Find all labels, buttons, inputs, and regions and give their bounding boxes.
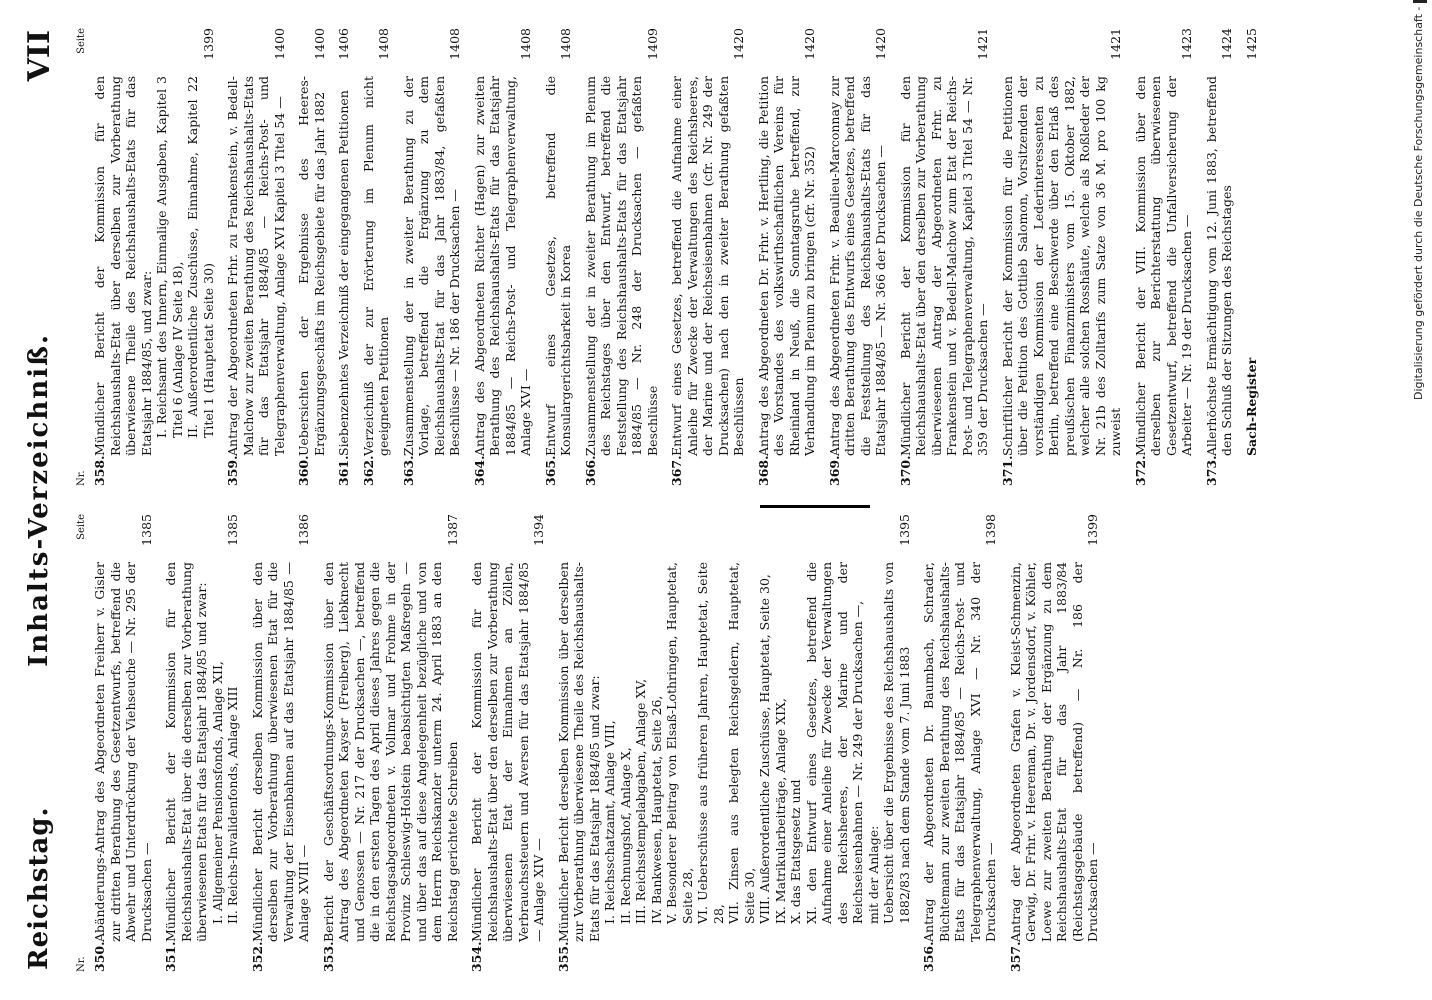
entry-page: 1399 <box>200 28 216 60</box>
register-label: Sach-Register <box>1243 357 1259 456</box>
entry-number: 373. <box>1203 455 1219 486</box>
entry-page: 1386 <box>296 514 311 546</box>
entry-text: Mündlicher Bericht derselben Kommission über den derselben zur Vorberathung überwiesenen Etat für die Verwaltung der Eisenbahnen auf das Etatsjahr 1884/85 — Anlage XVIII — <box>249 562 311 942</box>
column-head <box>74 28 92 486</box>
entry-number: 358. <box>92 455 107 486</box>
entry-page: 1385 <box>138 514 154 546</box>
entry-number: 362. <box>360 455 376 486</box>
entry-page: 1400 <box>271 28 287 60</box>
nr-label: Nr. <box>76 470 87 486</box>
entry-subitem: III. Reichsstempelabgaben, Anlage XV, <box>633 678 648 924</box>
entry-page: 1423 <box>1179 28 1194 60</box>
entry-subitem: IV. Bankwesen, Hauptetat, Seite 26, <box>648 695 664 924</box>
toc-entry <box>1000 28 1124 486</box>
entry-number: 366. <box>582 455 598 486</box>
digitization-note-text <box>1405 0 1432 400</box>
seite-label: Seite <box>76 514 87 540</box>
entry-page: 1424 <box>1219 28 1234 60</box>
entry-page: 1399 <box>1085 514 1100 546</box>
page-number: VII <box>22 30 57 82</box>
header-left: Reichstag. <box>24 806 54 970</box>
entry-subitem: VI. Ueberschüsse aus früheren Jahren, Hauptetat, Seite 28, <box>695 562 726 924</box>
column-head <box>74 514 92 972</box>
toc-entry <box>361 28 392 486</box>
toc-entry <box>921 514 999 972</box>
entry-text: Allerhöchste Ermächtigung vom 12. Juni 1883, betreffend den Schluß der Sitzungen des Reichstages <box>1203 76 1234 456</box>
digitization-note <box>1405 0 1432 1000</box>
entry-subitem: I. Allgemeiner Pensionsfonds, Anlage XII, <box>209 661 225 924</box>
entry-text: Mündlicher Bericht der VIII. Kommission über den derselben zur Berichterstattung überwiesenen Gesetzentwurf, betreffend die Unfallversicherung der Arbeiter — Nr. 19 der Drucksachen — <box>1132 76 1194 456</box>
entry-text: Antrag des Abgeordneten Dr. Frhr. v. Hertling, die Petition des Vorstandes des volkswirthschaftlichen Vereins für Rheinland in Neuß, die Sonntagsruhe betreffend, zur Verhandlung im Plenum zu bringen (cfr. Nr. 352) <box>755 76 817 456</box>
entry-text: Mündlicher Bericht der Kommission für den Reichshaushalts-Etat über den derselben zur Vorberathung überwiesenen Etat der Einnahmen an Zöllen, Verbrauchssteuern und Aversen für das Etatsjahr 1884/85 — Anlage XIV — <box>469 562 546 942</box>
entry-number: 352. <box>249 941 265 972</box>
entry-subitem: VIII. Außerordentliche Zuschüsse, Hauptetat, Seite 30, <box>757 574 772 924</box>
entry-text: Abänderungs-Antrag des Abgeordneten Freiherr v. Gisler zur dritten Berathung des Gesetzentwurfs, betreffend die Abwehr und Unterdrückung der Viehseuche — Nr. 295 der Drucksachen — <box>92 562 154 942</box>
entry-subitem: I. Reichsamt des Innern, Einmalige Ausgaben, Kapitel 3 Titel 6 (Anlage IV Seite 18), <box>154 76 185 438</box>
toc-entry <box>401 28 463 486</box>
entry-number: 368. <box>755 455 771 486</box>
entry-number: 371. <box>999 455 1015 486</box>
entry-page: 1408 <box>558 28 573 60</box>
entry-text: Verzeichniß der zur Erörterung im Plenum nicht geeigneten Petitionen <box>360 76 391 456</box>
entry-text: Mündlicher Bericht der Kommission für den Reichshaushalts-Etat über derselben zur Vorberathung überwiesene Theile des Reichshaushalts-Etats für das Etatsjahr 1884/85, und zwar: <box>92 76 154 456</box>
right-entry-list <box>92 28 1235 486</box>
toc-entry <box>469 514 547 972</box>
toc-entry <box>336 28 352 486</box>
left-column <box>74 514 1364 972</box>
entry-number: 350. <box>92 941 107 972</box>
toc-entry <box>1008 514 1101 972</box>
toc-entry <box>827 28 889 486</box>
toc-entry <box>472 28 534 486</box>
entry-page: 1420 <box>873 28 888 60</box>
entry-number: 351. <box>163 941 178 972</box>
entry-text: Entwurf eines Gesetzes, betreffend die Konsulargerichtsbarkeit in Korea <box>542 76 573 456</box>
entry-page: 1406 <box>336 28 351 60</box>
toc-entry <box>543 28 574 486</box>
entry-subitem: IX. Matrikularbeiträge, Anlage XIX, <box>772 698 788 924</box>
entry-number: 360. <box>296 455 311 486</box>
toc-entry <box>1133 28 1195 486</box>
entry-text: Mündlicher Bericht derselben Kommission über derselben zur Vorberathung überwiesene Theile des Reichshaushalts-Etats für das Etatsjahr 1884/85 und zwar: <box>555 562 602 942</box>
entry-page: 1408 <box>376 28 391 60</box>
entry-text: Antrag der Abgeordneten Frhr. zu Frankenstein, v. Bedell-Malchow zur zweiten Berathung des Reichshaushalts-Etats für das Etatsjahr 1884/85 — Reichs-Post- und Telegraphenverwaltung, Anlage XVI Kapitel 3 Titel 54 — <box>225 76 287 456</box>
toc-entry <box>1204 28 1235 486</box>
column-divider <box>760 505 870 508</box>
toc-entry <box>92 514 154 972</box>
seite-label: Seite <box>76 28 87 54</box>
entry-text: Mündlicher Bericht der Kommission für den Reichshaushalts-Etat über die derselben zur Vorberathung überwiesenen Etats für das Etatsjahr 1884/85 und zwar: <box>163 562 209 942</box>
entry-page: 1421 <box>1108 28 1123 60</box>
entry-text: Uebersichten der Ergebnisse des Heeres-Ergänzungsgeschäfts im Reichsgebiete für das Jahr 1882 <box>296 76 327 456</box>
entry-text: Siebenzehntes Verzeichniß der eingegangenen Petitionen <box>336 90 351 456</box>
toc-entry <box>250 514 312 972</box>
entry-number: 364. <box>471 455 487 486</box>
entry-page: 1398 <box>983 514 998 546</box>
entry-number: 363. <box>400 455 416 486</box>
entry-number: 354. <box>469 941 484 972</box>
entry-number: 357. <box>1007 941 1023 972</box>
toc-entry <box>92 28 216 486</box>
entry-page: 1400 <box>311 28 327 60</box>
entry-subitem: I. Reichsschatzamt, Anlage VIII, <box>602 720 617 924</box>
entry-text: Antrag des Abgeordneten Richter (Hagen) zur zweiten Berathung des Reichshaushalts-Etats für das Etatsjahr 1884/85 — Reichs-Post- und Telegraphenverwaltung, Anlage XVI — <box>471 76 533 456</box>
entry-text: Schriftlicher Bericht der Kommission für die Petitionen über die Petition des Gottlieb Salomon, Vorsitzenden der vorständigen Kommission der Lederinteressenten zu Berlin, betreffend eine Beschwerde über den Erlaß des preußischen Finanzministers vom 15. Oktober 1882, welcher alle solchen Rosshäute, welche als Roßleder der Nr. 21b des Zolltarifs zum Satze von 36 M. pro 100 kg zuweist <box>999 76 1123 456</box>
toc-entry <box>163 514 241 972</box>
entry-text: Bericht der Geschäftsordnungs-Kommission über den Antrag des Abgeordneten Kayser (Freiberg), Liebknecht und Genossen — Nr. 217 der Drucksachen —, betreffend die in den ersten Tagen des April dieses Jahres gegen die Reichstagsabgeordneten v. Vollmar und Frohme in der Provinz Schleswig-Holstein beabsichtigten Maßregeln — und über das auf diese Angelegenheit bezügliche und von dem Herrn Reichskanzler unterm 24. April 1883 an den Reichstag gerichtete Schreiben <box>320 562 460 942</box>
left-entry-list <box>92 514 1101 972</box>
entry-number: 367. <box>669 455 684 486</box>
entry-page: 1408 <box>518 28 533 60</box>
entry-page: 1420 <box>731 28 746 60</box>
entry-subitem: VII. Zinsen aus belegten Reichsgeldern, Hauptetat, Seite 30, <box>726 562 757 924</box>
toc-entry <box>296 28 327 486</box>
digitization-credit: Digitalisierung gefördert durch die Deutsche Forschungsgemeinschaft - <box>1412 6 1425 400</box>
entry-page: 1385 <box>225 514 240 546</box>
entry-text: Mündlicher Bericht der Kommission für den Reichshaushalts-Etat über den derselben zur Vorberathung überwiesenen Antrag der Abgeordneten Frhr. zu Frankenstein und v. Bedell-Malchow zum Etat der Reichs-Post- und Telegraphenverwaltung, Kapitel 3 Titel 54 — Nr. 359 der Drucksachen — <box>897 76 990 456</box>
page-header <box>18 30 64 970</box>
entry-page: 1408 <box>447 28 462 60</box>
entry-text: Zusammenstellung der in zweiter Berathung zu der Vorlage, betreffend die Ergänzung zu dem Reichshaushalts-Etat für das Jahr 1883/84, gefaßten Beschlüsse — Nr. 186 der Drucksachen — <box>400 76 462 456</box>
entry-page: 1387 <box>444 514 460 546</box>
entry-number: 355. <box>555 941 571 972</box>
toc-entry <box>321 514 461 972</box>
register-page: 1425 <box>1243 28 1259 60</box>
entry-text: Entwurf eines Gesetzes, betreffend die Aufnahme einer Anleihe für Zwecke der Verwaltungen des Reichsheeres, der Marine und der Reichseisenbahnen (cfr. Nr. 249 der Drucksachen) nach den in zweiter Berathung gefaßten Beschlüssen <box>669 76 746 456</box>
entry-text: Antrag der Abgeordneten Dr. Baumbach, Schrader, Büchtemann zur zweiten Berathung des Reichshaushalts-Etats für das Etatsjahr 1884/85 — Reichs-Post- und Telegraphenverwaltung, Anlage XVI — Nr. 340 der Drucksachen — <box>921 562 998 942</box>
right-column <box>74 28 1364 486</box>
toc-entry <box>556 514 913 972</box>
entry-subitem: V. Besonderer Beitrag von Elsaß-Lothringen, Hauptetat, Seite 28, <box>664 562 695 924</box>
entry-number: 369. <box>826 455 842 486</box>
entry-subitem: X. das Etatsgesetz und <box>788 779 803 924</box>
entry-number: 372. <box>1132 455 1148 486</box>
entry-page: 1420 <box>802 28 817 60</box>
entry-text: Zusammenstellung der in zweiter Berathung im Plenum des Reichstages über den Entwurf, betreffend die Feststellung des Reichshaushalts-Etats für das Etatsjahr 1884/85 — Nr. 248 der Drucksachen — gefaßten Beschlüsse <box>582 76 660 456</box>
entry-subitem: II. Rechnungshof, Anlage X, <box>617 747 633 924</box>
entry-number: 353. <box>320 941 336 972</box>
entry-number: 356. <box>921 941 936 972</box>
toc-entry <box>756 28 818 486</box>
entry-page: 1409 <box>644 28 660 60</box>
dfg-logo <box>1413 0 1427 3</box>
entry-page: 1395 <box>896 514 912 546</box>
entry-subitem: mit der Anlage: <box>865 825 881 924</box>
entry-text: Antrag der Abgeordneten Grafen v. Kleist-Schmenzin, Gerwig, Dr. Frhr. v. Heereman, Dr. v. Jordensdorf, v. Köhler, Loewe zur zweiten Berathung der Ergänzung zu dem Reichshaushalts-Etat für das Jahr 1883/84 (Reichstagsgebäude betreffend) — Nr. 186 der Drucksachen — <box>1007 562 1100 942</box>
entry-subitem: II. Reichs-Invalidenfonds, Anlage XIII <box>225 686 240 924</box>
toc-entry <box>898 28 991 486</box>
toc-entry <box>669 28 747 486</box>
entry-number: 365. <box>542 455 558 486</box>
entry-page: 1421 <box>975 28 990 60</box>
entry-number: 370. <box>897 455 913 486</box>
entry-number: 359. <box>225 455 240 486</box>
toc-entry <box>583 28 661 486</box>
entry-subitem: XI. den Entwurf eines Gesetzes, betreffend die Aufnahme einer Anleihe für Zwecke der Verwaltungen des Reichsheeres, der Marine und der Reichseisenbahnen — Nr. 249 der Drucksachen —, <box>803 562 865 924</box>
nr-label: Nr. <box>76 956 87 972</box>
entry-number: 361. <box>336 455 351 486</box>
entry-text: Antrag des Abgeordneten Frhr. v. Beaulieu-Marconnay zur dritten Berathung des Entwurfs eines Gesetzes, betreffend die Feststellung des Reichshaushalts-Etats für das Etatsjahr 1884/85 — Nr. 366 der Drucksachen — <box>826 76 888 456</box>
entry-page: 1394 <box>531 514 546 546</box>
toc-entry <box>225 28 287 486</box>
entry-subitem: II. Außerordentliche Zuschüsse, Einnahme, Kapitel 22 Titel 1 (Hauptetat Seite 30) <box>185 76 216 438</box>
header-title: Inhalts-Verzeichniß. <box>24 333 54 667</box>
entry-subitem: Uebersicht über die Ergebnisse des Reichshaushalts von 1882/83 nach dem Stande vom 7. Juni 1883 <box>881 562 912 924</box>
register-entry <box>1244 28 1260 486</box>
